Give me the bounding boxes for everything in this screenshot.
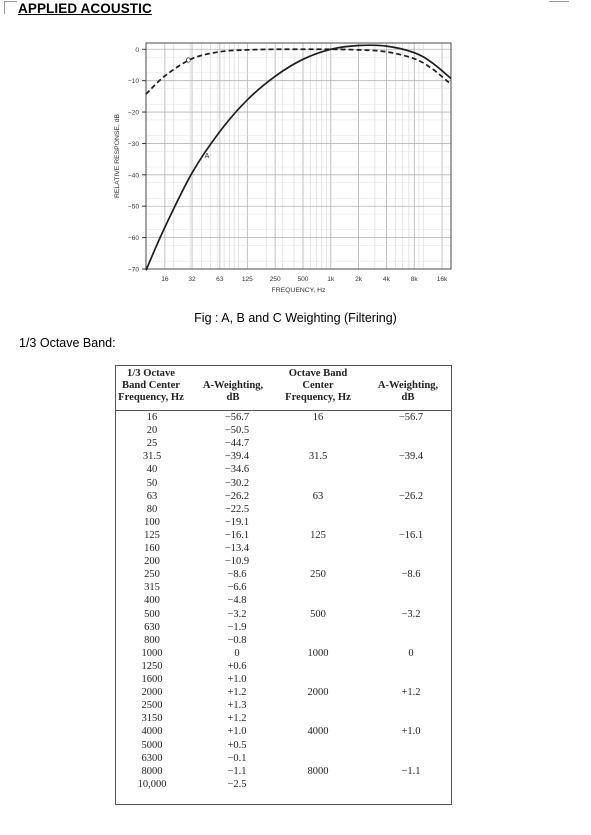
header-line: Center (302, 380, 334, 391)
third-octave-frequency-cell: 4000 (141, 726, 163, 738)
third-octave-frequency-cell: 200 (144, 556, 160, 568)
third-octave-frequency-cell: 63 (146, 490, 158, 502)
third-octave-frequency-cell: 315 (144, 582, 160, 594)
third-octave-frequency-cell: 1600 (141, 674, 163, 685)
third-octave-a-weighting-cell: −44.7 (224, 438, 250, 450)
third-octave-a-weighting-cell: +1.2 (227, 713, 247, 725)
page-corner-mark-right (549, 1, 569, 2)
y-tick-label: −70 (127, 266, 139, 274)
third-octave-frequency-cell: 80 (146, 503, 158, 515)
octave-a-weighting-cell: −26.2 (398, 490, 424, 502)
octave-a-weighting-cell: +1.2 (401, 687, 421, 699)
third-octave-a-weighting-cell: −13.4 (224, 543, 250, 554)
y-tick-label: −20 (127, 109, 139, 117)
x-axis-label: FREQUENCY, Hz (271, 287, 326, 294)
third-octave-frequency-cell: 2500 (141, 700, 163, 712)
weighting-chart (104, 36, 466, 300)
third-octave-frequency-cell: 40 (146, 464, 158, 476)
octave-frequency-cell: 2000 (307, 687, 329, 699)
x-tick-label: 4k (382, 276, 390, 283)
header-line: Band Center (122, 380, 180, 391)
third-octave-a-weighting-cell: −34.6 (224, 464, 250, 476)
octave-frequency-cell: 500 (310, 608, 326, 620)
header-line: dB (401, 392, 415, 403)
third-octave-frequency-cell: 3150 (141, 713, 163, 725)
x-tick-label: 125 (241, 276, 253, 283)
document-header: APPLIED ACOUSTIC (18, 1, 152, 16)
third-octave-a-weighting-cell: −4.8 (227, 595, 247, 607)
third-octave-frequency-cell: 400 (144, 595, 160, 607)
x-tick-label: 16 (161, 276, 169, 283)
third-octave-a-weighting-cell: −22.5 (224, 503, 250, 515)
annotation-c: C (185, 57, 191, 65)
third-octave-a-weighting-cell: −8.6 (227, 569, 247, 581)
octave-frequency-cell: 1000 (307, 647, 329, 659)
x-tick-label: 16k (436, 276, 448, 283)
y-tick-label: −40 (127, 172, 139, 180)
octave-frequency-cell: 125 (310, 529, 326, 541)
y-axis-label: RELATIVE RESPONSE, dB (114, 113, 121, 199)
x-tick-label: 250 (269, 276, 281, 283)
header-line: Frequency, Hz (118, 392, 184, 403)
x-tick-label: 63 (216, 276, 224, 283)
octave-a-weighting-cell: 0 (408, 647, 414, 659)
octave-a-weighting-cell: −8.6 (401, 569, 421, 581)
y-tick-label: −10 (127, 78, 139, 86)
third-octave-frequency-cell: 25 (146, 438, 158, 450)
third-octave-a-weighting-cell: −30.2 (224, 477, 250, 489)
x-tick-label: 2k (355, 276, 363, 283)
third-octave-frequency-cell: 31.5 (142, 451, 162, 463)
octave-frequency-cell: 250 (310, 569, 326, 581)
header-third-octave-a-weighting (196, 380, 270, 404)
third-octave-frequency-cell: 6300 (141, 752, 163, 764)
octave-a-weighting-cell: −56.7 (398, 412, 424, 423)
third-octave-a-weighting-cell: −0.1 (227, 752, 247, 764)
third-octave-frequency-cell: 125 (144, 529, 160, 541)
third-octave-a-weighting-cell: −0.8 (227, 634, 247, 646)
third-octave-a-weighting-cell: −1.9 (227, 621, 247, 633)
third-octave-frequency-cell: 1250 (141, 660, 163, 672)
third-octave-a-weighting-cell: −26.2 (224, 490, 250, 502)
third-octave-a-weighting-cell: −2.5 (227, 778, 247, 790)
section-label: 1/3 Octave Band: (19, 336, 116, 350)
octave-frequency-cell: 63 (312, 490, 324, 502)
third-octave-a-weighting-cell: −56.7 (224, 412, 250, 423)
y-tick-label: −30 (127, 140, 139, 148)
x-tick-label: 500 (297, 276, 309, 283)
x-tick-label: 8k (410, 276, 418, 283)
third-octave-a-weighting-cell: +1.0 (227, 674, 247, 685)
third-octave-a-weighting-cell: +0.6 (227, 660, 247, 672)
header-line: dB (226, 392, 240, 403)
third-octave-frequency-cell: 5000 (141, 739, 163, 751)
octave-a-weighting-cell: +1.0 (401, 726, 421, 738)
header-line: A-Weighting, (377, 380, 439, 391)
octave-frequency-cell: 4000 (307, 726, 329, 738)
octave-a-weighting-cell: −39.4 (398, 451, 424, 463)
third-octave-a-weighting-cell: −1.1 (227, 765, 247, 777)
third-octave-frequency-cell: 8000 (141, 765, 163, 777)
third-octave-a-weighting-cell: −50.5 (224, 425, 250, 437)
third-octave-frequency-cell: 100 (144, 516, 160, 528)
third-octave-frequency-cell: 50 (146, 477, 158, 489)
third-octave-frequency-cell: 630 (144, 621, 160, 633)
third-octave-frequency-cell: 500 (144, 608, 160, 620)
third-octave-frequency-cell: 160 (144, 543, 160, 554)
third-octave-a-weighting-cell: −19.1 (224, 516, 250, 528)
annotation-a: A (204, 153, 210, 160)
x-tick-label: 1k (327, 276, 335, 283)
octave-a-weighting-cell: −16.1 (398, 529, 424, 541)
third-octave-a-weighting-cell: +0.5 (227, 739, 247, 751)
third-octave-a-weighting-cell: +1.0 (227, 726, 247, 738)
header-octave-center-frequency (278, 368, 358, 404)
octave-a-weighting-cell: −3.2 (401, 608, 421, 620)
chart-grid (146, 43, 451, 269)
header-line: Frequency, Hz (285, 392, 351, 403)
third-octave-frequency-cell: 2000 (141, 687, 163, 699)
third-octave-a-weighting-cell: −10.9 (224, 556, 250, 568)
third-octave-a-weighting-cell: +1.3 (227, 700, 247, 712)
third-octave-a-weighting-cell: −6.6 (227, 582, 247, 594)
header-line: A-Weighting, (202, 380, 264, 391)
third-octave-frequency-cell: 16 (146, 412, 158, 423)
third-octave-a-weighting-cell: 0 (234, 647, 240, 659)
y-tick-label: 0 (135, 46, 139, 54)
header-line: Octave Band (288, 368, 348, 379)
octave-frequency-cell: 16 (312, 412, 324, 423)
third-octave-a-weighting-cell: −39.4 (224, 451, 250, 463)
third-octave-frequency-cell: 20 (146, 425, 158, 437)
third-octave-a-weighting-cell: +1.2 (227, 687, 247, 699)
header-octave-a-weighting (368, 380, 448, 404)
x-tick-label: 32 (188, 276, 196, 283)
figure-caption: Fig : A, B and C Weighting (Filtering) (194, 311, 397, 325)
octave-a-weighting-cell: −1.1 (401, 765, 421, 777)
third-octave-frequency-cell: 10,000 (137, 778, 167, 790)
third-octave-a-weighting-cell: −16.1 (224, 529, 250, 541)
a-weighting-table (115, 365, 452, 805)
y-tick-label: −60 (127, 235, 139, 243)
header-line: 1/3 Octave (127, 368, 175, 379)
third-octave-frequency-cell: 800 (144, 634, 160, 646)
third-octave-frequency-cell: 1000 (141, 647, 163, 659)
third-octave-a-weighting-cell: −3.2 (227, 608, 247, 620)
header-third-octave-frequency (118, 368, 184, 404)
third-octave-frequency-cell: 250 (144, 569, 160, 581)
octave-frequency-cell: 8000 (307, 765, 329, 777)
y-tick-label: −50 (127, 203, 139, 211)
octave-frequency-cell: 31.5 (308, 451, 328, 463)
page-corner-mark (4, 1, 17, 14)
